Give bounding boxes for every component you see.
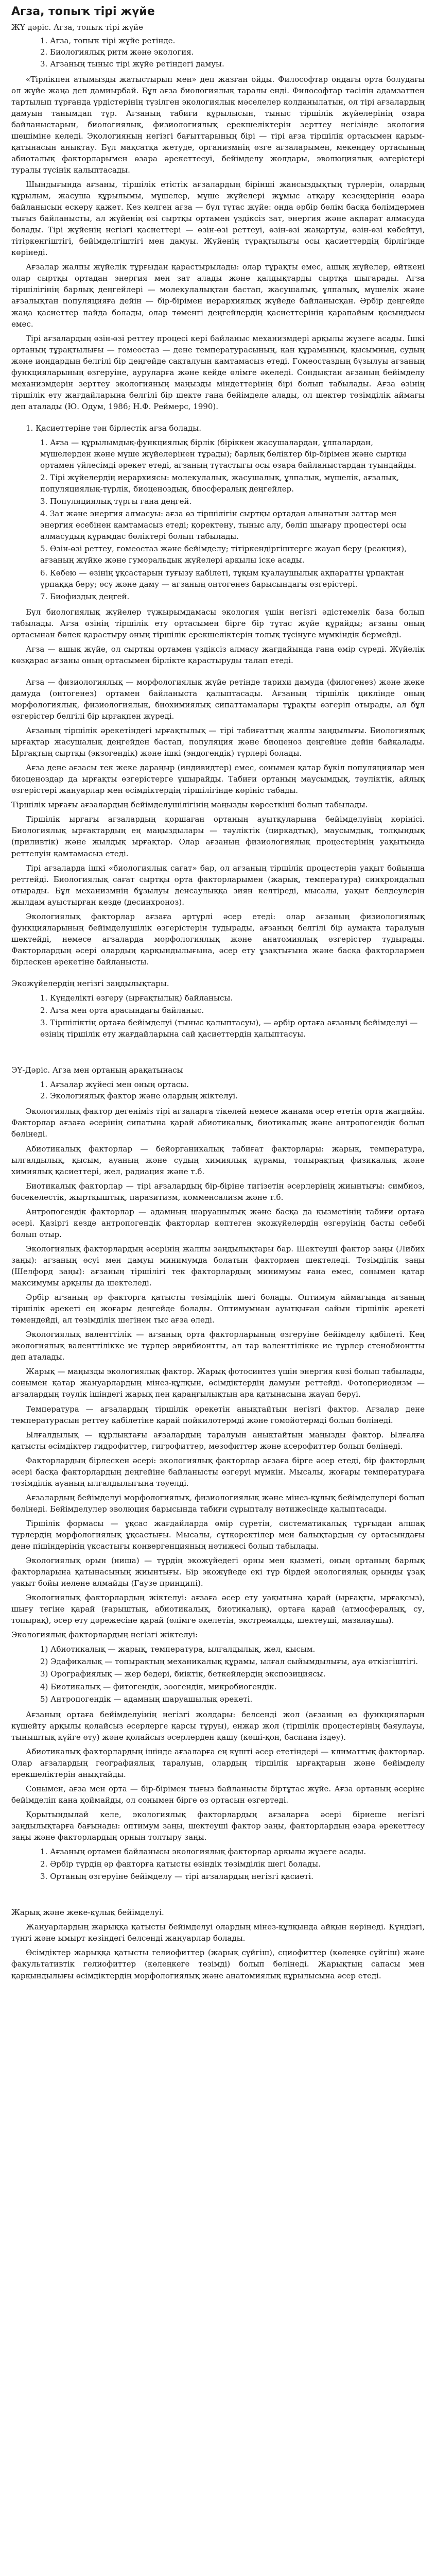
paragraph: Факторлардың бірлескен әсері: экологиялық факторлар ағзаға бірге әсер етеді, бір фактордың әсері басқа факторлардың деңгейіне байланысты өзгеруі мүмкін. Мысалы, жоғары температураға төзімділік ауаның ылғалдылығына тәуелді. <box>11 1455 425 1488</box>
plan-item: 1. Ағзалар жүйесі мен оның ортасы. <box>40 1080 189 1090</box>
section-heading: Жарық және жеке-құлық бейімделуі. <box>11 1908 164 1918</box>
paragraph: Ағзалар жалпы жүйелік тұрғыдан қарастырылады: олар тұрақты емес, ашық жүйелер, өйткені олар сыртқы ортадан энергия мен зат алады және қалдықтарды сыртқа шығарады. Ағза тіршілігінің барлық деңгейлері — молекулалықтан бастап, жасушалық, ұлпалық, мүшелік және ағзалықтан популяцияға дейін — бір-бірімен иерархиялық жүйеде байланысқан. Әрбір деңгейде жаңа қасиеттер пайда болады, олар төменгі деңгейлердің қасиеттерінің қарапайым қосындысы емес. <box>11 262 425 329</box>
paragraph: Биотикалық факторлар — тірі ағзалардың бір-біріне тигізетін әсерлерінің жиынтығы: симбиоз, бәсекелестік, жыртқыштық, паразитизм, комменсализм және т.б. <box>11 1181 425 1202</box>
list-item: 5. Өзін-өзі реттеу, гомеостаз және бейімделу; тітіркендіргіштерге жауап беру (реакция), ағзаның жүйке және гуморальдық жүйелері арқылы іске асады. <box>40 544 407 565</box>
list-item: 3. Тіршіліктің ортаға бейімделуі (тыныс қалыптасуы), — әрбір ортаға ағзаның бейімделуі — өзінің тіршілік ету жағдайларына сай қасиеттердің қалыптасуы. <box>40 1018 418 1039</box>
list-item: 3. Ортаның өзгеруіне бейімделу — тірі ағзалардың негізгі қасиеті. <box>40 1872 313 1882</box>
section-heading: 1. Қасиеттеріне тән бірлестік ағза болады. <box>26 423 202 433</box>
list-item: 1. Күнделікті өзгеру (ырғақтылық) байланысы. <box>40 993 233 1003</box>
paragraph: Экологиялық фактор дегеніміз тірі ағзаларға тікелей немесе жанама әсер ететін орта жағдайы. Факторлар ағзаға әсерінің сипатына қарай абиотикалық, биотикалық және антропогендік болып бөлінеді. <box>11 1107 425 1139</box>
plan-item: 3. Агзаның тыныс тірі жүйе ретіндегі дамуы. <box>40 59 224 69</box>
paragraph: Экологиялық валенттілік — ағзаның орта факторларының өзгеруіне бейімделу қабілеті. Кең экологиялық валенттілікке ие түрлер эврибионтты, ал тар валенттілікке ие түрлер стенобионтты деп аталады. <box>11 1330 425 1362</box>
paragraph: Бұл биологиялық жүйелер тұжырымдамасы экология үшін негізгі әдістемелік база болып табылады. Ағза өзінің тіршілік ету ортасымен бірге бір тұтас жүйе құрайды; ағзаны оның ортасынан бөлек қарастыру оның тіршілік ерекшеліктерін толық түсінуге мүмкіндік бермейді. <box>11 607 425 639</box>
section-heading: Экожүйелердің негізгі заңдылықтары. <box>11 979 169 988</box>
list-item: 4. Зат және энергия алмасуы: ағза өз тіршілігін сыртқы ортадан алынатын заттар мен энергия есебінен қамтамасыз етеді; қоректену, тыныс алу, бөліп шығару процестері осы алмасудың құрамдас бөліктері болып табылады. <box>40 509 407 541</box>
plan-item: 2. Экологиялық фактор және олардың жіктелуі. <box>40 1091 238 1101</box>
paragraph: Қорытындылай келе, экологиялық факторлардың ағзаларға әсері бірнеше негізгі заңдылықтарға бағынады: оптимум заңы, шектеуші фактор заңы, факторлардың өзара әрекеттесу заңы және факторлардың орнын толтыру заңы. <box>11 1810 425 1842</box>
paragraph: Антропогендік факторлар — адамның шаруашылық және басқа да қызметінің табиғи ортаға әсері. Қазіргі кезде антропогендік факторлар көптеген экожүйелердің өзгеруінің басты себебі болып отыр. <box>11 1207 425 1239</box>
paragraph: Өсімдіктер жарыққа қатысты гелиофиттер (жарық сүйгіш), сциофиттер (көлеңке сүйгіш) және факультативтік гелиофиттер (көлеңкеге төзімді) болып бөлінеді. Жарықтың сапасы мен қарқындылығы өсімдіктердің морфологиялық және анатомиялық құрылысына әсер етеді. <box>11 1948 425 1980</box>
paragraph: Тірі ағзаларда ішкі «биологиялық сағат» бар, ол ағзаның тіршілік процестерін уақыт бойынша реттейді. Биологиялық сағат сыртқы орта факторларымен (жарық, температура) синхрондалып отырады. Бұл механизмнің бұзылуы денсаулыққа зиян келтіреді, мысалы, уақыт белдеулерін жылдам ауыстырған кезде (десинхроноз). <box>11 863 425 907</box>
classification-list <box>11 437 425 602</box>
paragraph: Әрбір ағзаның әр факторға қатысты төзімділік шегі болады. Оптимум аймағында ағзаның тіршілік әрекеті ең жоғары деңгейде болады. Оптимумнан ауытқыған сайын тіршілік әрекеті төмендейді, ал төзімділік шегінен тыс ағза өледі. <box>11 1293 425 1325</box>
list-item: 3. Популяциялық тұрғы ғана деңгей. <box>40 497 192 506</box>
list-item: 7. Биофиздық деңгей. <box>40 591 130 601</box>
paragraph: Ағзаның ортаға бейімделуінің негізгі жолдары: белсенді жол (ағзаның өз функцияларын күшейту арқылы қолайсыз әсерлерге қарсы тұруы), енжар жол (тіршілік процестерінің баяулауы, тыныштық күйге өту) және қолайсыз әсерлерден қашу (көші-қон, баспана іздеу). <box>11 1709 425 1742</box>
list-item: 4) Биотикалық — фитогендік, зоогендік, микробиогендік. <box>40 1682 277 1691</box>
paragraph: Абиотикалық факторлардың ішінде ағзаларға ең күшті әсер ететіндері — климаттық факторлар. Олар ағзалардың географиялық таралуын, олардың тіршілік ырғақтарын және бейімделу ерекшеліктерін анықтайды. <box>11 1747 425 1779</box>
list-item: 1. Ағза — құрылымдық-функциялық бірлік (біріккен жасушалардан, ұлпалардан, мүшелерден және мүше жүйелерінен тұрады); барлық бөліктер бір-бірімен және сыртқы ортамен үйлесімді әрекет етеді, ағзаның тұтастығы осы өзара байланыстардан туындайды. <box>40 437 416 470</box>
factors-list <box>11 1643 425 1704</box>
section-heading: ЭҮ-Дәріс. Агза мен ортаның арақатынасы <box>11 1065 183 1075</box>
paragraph: «Тірлікпен атымызды жатыстырып мен» деп жазған ойды. Философтар ондағы орта болудағы ол жүйе жаңа деп дамиырбай. Бұл ағза биологиялық таралы енді. Философтар тәсілін адамзатпен тартылып тұрғанда үрдістерінің түзілген экологиялық мәселелер қолданылатын, ол тірі ағзалардың дамуын танымдап тұр. Ағзаның табиғи құрылысын, тыныс тіршілік жүйелерінің өзара байланыстарын, биологиялық, физиологиялық ерекшеліктерін зерттеу негізінде экология шешіміне келеді. Экологияның негізгі бағыттарының бірі — тірі ағза тіршілік ортасымен қарым-қатынасын анықтау. Бұл мақсатқа жетуде, организмнің өзге ағзаларымен, мекендеу ортасының абиоталық факторларымен өзара әрекеттесуі, бейімделу жолдары, эволюциялық өзгерістері туралы түсінік қалыптасады. <box>11 74 425 175</box>
paragraph: Ағзаның тіршілік әрекетіндегі ырғақтылық — тірі табиғаттың жалпы заңдылығы. Биологиялық ырғақтар жасушалық деңгейден бастап, популяция және биоценоз деңгейіне дейін байқалады. Ырғақтың сыртқы (экзогендік) және ішкі (эндогендік) түрлері болады. <box>11 726 425 758</box>
list-item: 2) Эдафикалық — топырақтың механикалық құрамы, ылғал сыйымдылығы, ауа өткізгіштігі. <box>40 1657 418 1667</box>
paragraph: Ағза дене ағзасы тек жеке дараңыр (индивидтер) емес, сонымен қатар бүкіл популяциялар мен биоценоздар да ырғақты өзгерістерге ұшырайды. Табиғи ортаның маусымдық, тәуліктік, айлық өзгерістері жануарлар мен өсімдіктердің тіршілігінде көрініс табады. <box>11 763 425 795</box>
ecology-terms-list <box>11 992 425 1040</box>
paragraph: Ылғалдылық — құрлықтағы ағзалардың таралуын анықтайтын маңызды фактор. Ылғалға қатысты өсімдіктер гидрофиттер, гигрофиттер, мезофиттер және ксерофиттер болып бөлінеді. <box>11 1430 425 1451</box>
page-title: Агза, топыҡ тірі жүйе <box>11 5 155 18</box>
paragraph: Ағза — физиологиялық — морфологиялық жүйе ретінде тарихи дамуда (филогенез) және жеке дамуда (онтогенез) ортамен байланыста қалыптасады. Ағзаның тіршілік циклінде оның морфологиялық, физиологиялық, биохимиялық сипаттамалары тұрақты өзгеріп отырады, ал бұл өзгерістер белгілі бір ырғақпен жүреді. <box>11 677 425 721</box>
lecture-plan <box>11 35 425 69</box>
list-item: 1. Ағзаның ортамен байланысы экологиялық факторлар арқылы жүзеге асады. <box>40 1847 367 1857</box>
section3-plan <box>11 1079 425 1101</box>
paragraph: Сонымен, ағза мен орта — бір-бірімен тығыз байланысты біртұтас жүйе. Ағза ортаның әсеріне бейімделіп қана қоймайды, ол сонымен бірге өз ортасын өзгертеді. <box>11 1784 425 1805</box>
list-item: 5) Антропогендік — адамның шаруашылық әрекеті. <box>40 1694 253 1704</box>
paragraph: Температура — ағзалардың тіршілік әрекетін анықтайтын негізгі фактор. Ағзалар дене температурасын реттеу қабілетіне қарай пойкилотермді және гомойотермді болып бөлінеді. <box>11 1404 425 1425</box>
lecture-subtitle: ЖҮ дәріс. Агза, топыҡ тірі жүйе <box>11 23 144 32</box>
list-item: 2. Әрбір түрдің әр факторға қатысты өзіндік төзімділік шегі болады. <box>40 1859 321 1869</box>
paragraph: Ағза — ашық жүйе, ол сыртқы ортамен үздіксіз алмасу жағдайында ғана өмір сүреді. Жүйелік көзқарас ағзаны оның ортасымен бірлікте қарастыруды талап етеді. <box>11 644 425 665</box>
paragraph: Экологиялық факторлардың жіктелуі: ағзаға әсер ету уақытына қарай (ырғақты, ырғақсыз), шығу тегіне қарай (ғарыштық, абиотикалық, биотикалық), ортаға қарай (атмосфералық, су, топырақ), әсер ету дәрежесіне қарай (өлімге әкелетін, экстремалды, шектеуші, мазалаушы). <box>11 1593 425 1625</box>
emphasis-line: Тіршілік ырғағы ағзалардың бейімделушілігінің маңызды көрсеткіші болып табылады. <box>11 800 368 810</box>
paragraph: Абиотикалық факторлар — бейорганикалық табиғат факторлары: жарық, температура, ылғалдылық, қысым, ауаның және судың химиялық құрамы, топырақтың физикалық және химиялық қасиеттері, жел, радиация және т.б. <box>11 1144 425 1176</box>
list-item: 2. Тірі жүйелердің иерархиясы: молекулалық, жасушалық, ұлпалық, мүшелік, ағзалық, популяциялық-түрлік, биоценоздық, биосфералық деңгейлер. <box>40 473 399 494</box>
paragraph: Тіршілік формасы — ұқсас жағдайларда өмір сүретін, систематикалық тұрғыдан алшақ түрлердің морфологиялық ұқсастығы. Мысалы, сүтқоректілер мен балықтардың су ортасындағы дене пішіндерінің ұқсастығы конвергенцияның нәтижесі болып табылады. <box>11 1518 425 1551</box>
conclusion-list <box>11 1846 425 1882</box>
section-heading: Экологиялық факторлардың негізгі жіктелуі: <box>11 1630 198 1640</box>
list-item: 2. Ағза мен орта арасындағы байланыс. <box>40 1006 204 1015</box>
plan-item: 2. Биологиялық ритм және экология. <box>40 47 194 57</box>
paragraph: Жарық — маңызды экологиялық фактор. Жарық фотосинтез үшін энергия көзі болып табылады, сонымен қатар жануарлардың мінез-құлқын, өсімдіктердің дамуын реттейді. Фотопериодизм — ағзалардың тәулік ішіндегі жарық пен қараңғылықтың ара қатынасына жауап беруі. <box>11 1367 425 1399</box>
list-item: 6. Көбею — өзінің ұқсастарын туғызу қабілеті, тұқым қуалаушылық ақпаратты ұрпақтан ұрпаққа беру; өсу және даму — ағзаның онтогенез барысындағы өзгерістері. <box>40 568 404 589</box>
paragraph: Экологиялық орын (ниша) — түрдің экожүйедегі орны мен қызметі, оның ортаның барлық факторларына қатынасының жиынтығы. Бір экожүйеде екі түр бірдей экологиялық орынды ұзақ уақыт бойы иелене алмайды (Гаузе принципі). <box>11 1556 425 1588</box>
paragraph: Тірі ағзалардың өзін-өзі реттеу процесі кері байланыс механизмдері арқылы жүзеге асады. Ішкі ортаның тұрақтылығы — гомеостаз — дене температурасының, қан құрамының, қысымның, судың және иондардың белгілі бір деңгейде сақталуын қамтамасыз етеді. Гомеостаздың бұзылуы ағзаның функцияларының өзгеруіне, ауруларға және кейде өлімге әкеледі. Сондықтан ағзаның бейімделу механизмдерін зерттеу экологияның маңызды міндеттерінің бірі болып табылады. Ағза өзінің тіршілік ету жағдайларына белгілі бір шекте ғана бейімделе алады, ол шектер төзімділік аймағы деп аталады (Ю. Одум, 1986; Н.Ф. Реймерс, 1990). <box>11 333 425 411</box>
paragraph: Жануарлардың жарыққа қатысты бейімделуі олардың мінез-құлқында айқын көрінеді. Күндізгі, түнгі және ымырт кезіндегі белсенді жануарлар болады. <box>11 1922 425 1943</box>
paragraph: Тіршілік ырғағы ағзалардың қоршаған ортаның ауытқуларына бейімделуінің көрінісі. Биологиялық ырғақтардың ең маңыздылары — тәуліктік (циркадтық), маусымдық, толқындық (приливтік) және жылдық ырғақтар. Олар ағзаның физиологиялық процестерінің уақытында реттелуін қамтамасыз етеді. <box>11 815 425 858</box>
list-item: 3) Орографиялық — жер бедері, биіктік, беткейлердің экспозициясы. <box>40 1669 326 1679</box>
paragraph: Экологиялық факторлар ағзаға әртүрлі әсер етеді: олар ағзаның физиологиялық функцияларының бейімделушілік өзгерістерін тудырады, ағзаның белгілі бір аумақта таралуын шектейді, немесе ағзаларда морфологиялық және анатомиялық өзгерістер тудырады. Факторлардың әсері олардың қарқындылығына, әсер ету ұзақтығына және басқа факторлармен бірлескен әрекетіне байланысты. <box>11 911 425 967</box>
plan-item: 1. Агза, топыҡ тірі жүйе ретінде. <box>40 36 176 46</box>
paragraph: Ағзалардың бейімделуі морфологиялық, физиологиялық және мінез-құлық бейімделулері болып бөлінеді. Бейімделулер эволюция барысында табиғи сұрыпталу нәтижесінде қалыптасады. <box>11 1493 425 1514</box>
paragraph: Экологиялық факторлардың әсерінің жалпы заңдылықтары бар. Шектеуші фактор заңы (Либих заңы): ағзаның өсуі мен дамуы минимумда болатын фактормен шектеледі. Төзімділік заңы (Шелфорд заңы): ағзаның тіршілігі тек факторлардың минимумы ғана емес, сонымен қатар максимумы арқылы да шектеледі. <box>11 1244 425 1288</box>
paragraph: Шындығында ағзаны, тіршілік етістік ағзалардың бірінші жансыздықтың түрлерін, олардың құрылым, жасуша құрылымы, мүшелер, мүше жүйелері жұмыс атқару кезеңдерінің өзара байланысын ескеру қажет. Кез келген ағза — бұл тұтас жүйе: онда әрбір бөлім басқа бөлімдермен тығыз байланысты, ал жүйенің өзі сыртқы ортамен үздіксіз зат, энергия және ақпарат алмасуда болады. Тірі жүйенің негізгі қасиеттері — өзін-өзі реттеуі, өзін-өзі жаңартуы, өзін-өзі көбейтуі, тітіркенгіштігі, бейімделгіштігі мен дамуы. Жүйенің тұрақтылығы осы қасиеттердің бірлігінде көрінеді. <box>11 180 425 258</box>
list-item: 1) Абиотикалық — жарық, температура, ылғалдылық, жел, қысым. <box>40 1645 316 1654</box>
